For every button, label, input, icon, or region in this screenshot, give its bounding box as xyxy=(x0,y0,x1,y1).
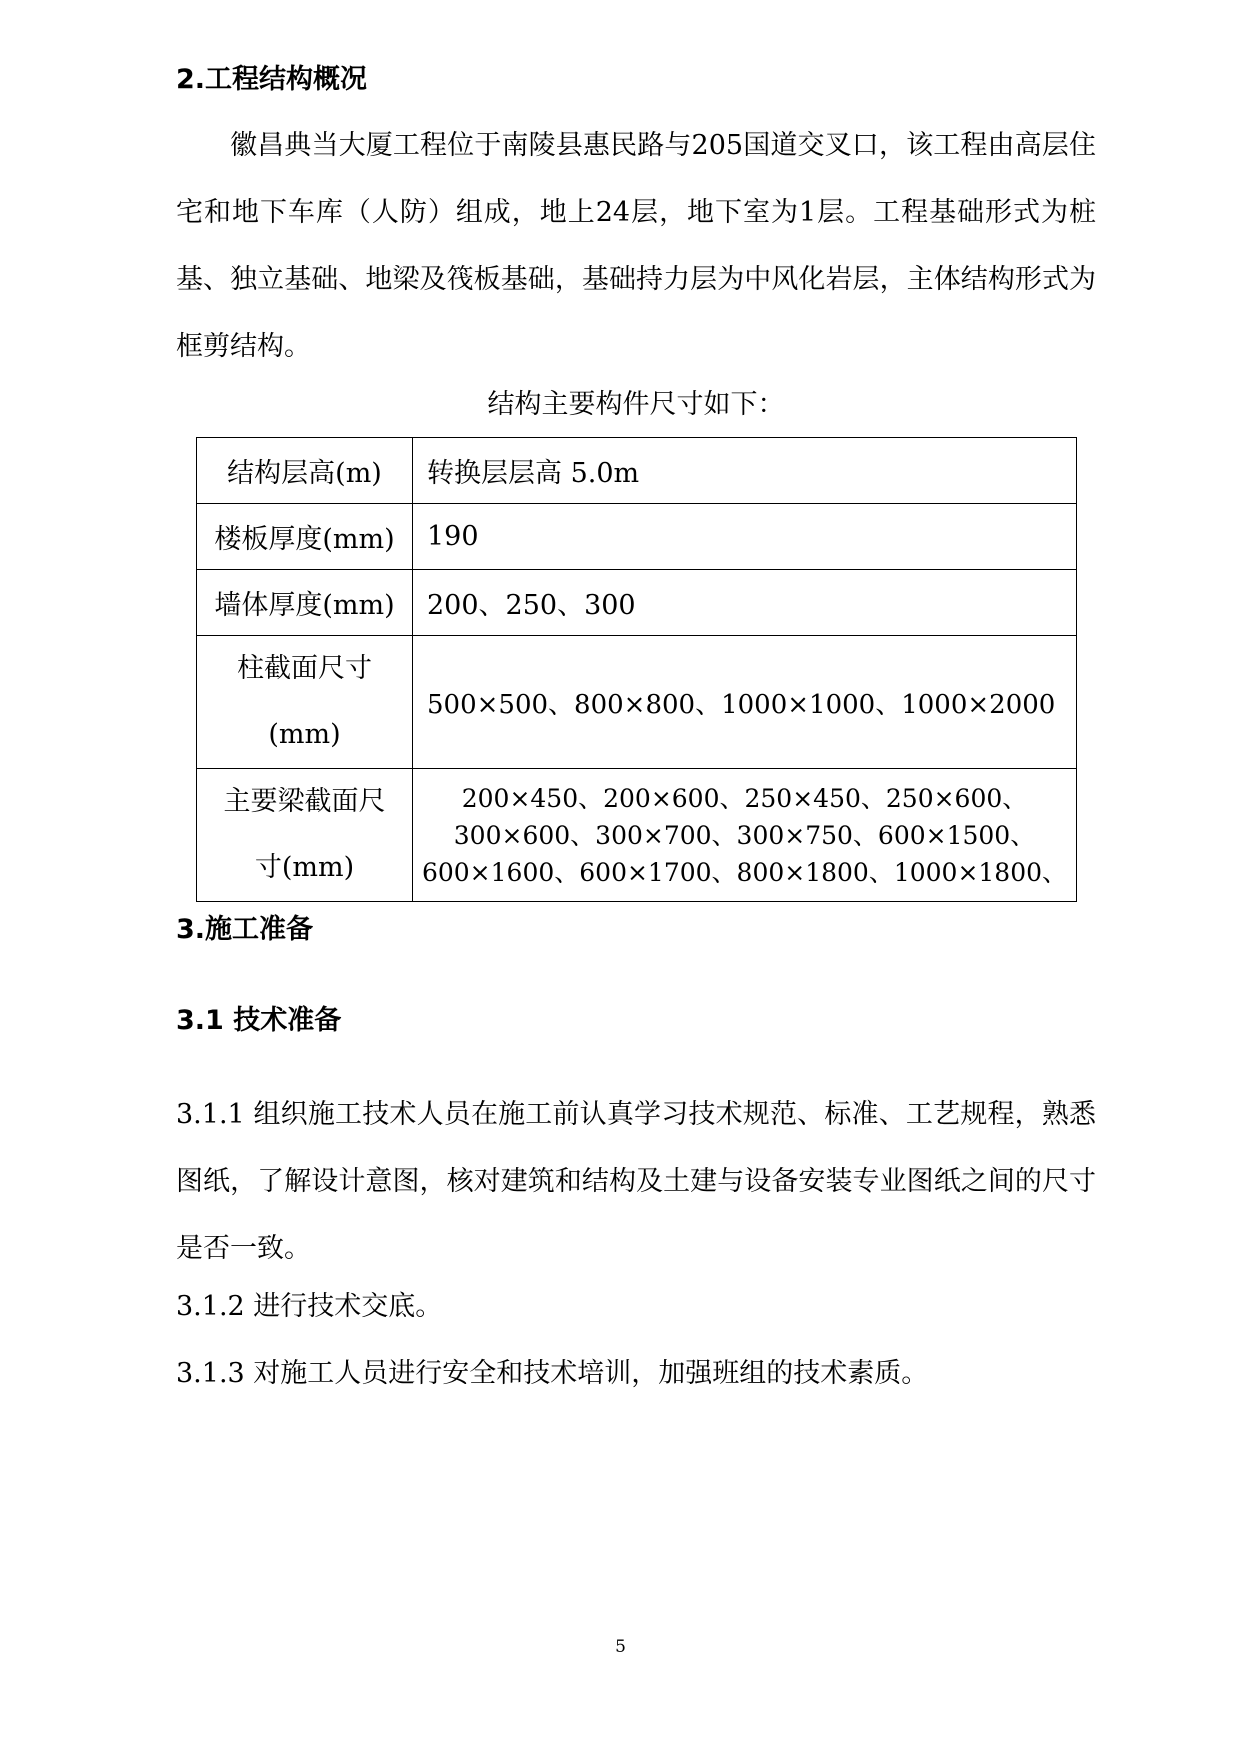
table-label-cell xyxy=(197,769,413,902)
table-label-cell: 结构层高(m) xyxy=(197,438,413,504)
project-description-paragraph: 徽昌典当大厦工程位于南陵县惠民路与205国道交叉口，该工程由高层住宅和地下车库（人防）组成，地上24层，地下室为1层。工程基础形式为桩基、独立基础、地梁及筏板基础，基础持力层为中风化岩层，主体结构形式为框剪结构。 xyxy=(176,130,1096,362)
page-number: 5 xyxy=(615,1637,626,1657)
table-caption: 结构主要构件尺寸如下： xyxy=(487,389,785,420)
table-row xyxy=(197,438,1077,504)
table-row xyxy=(197,636,1077,769)
table-value-line: 200×450、200×600、250×450、250×600、 xyxy=(461,783,1028,813)
technical-prep-item: 3.1.1 组织施工技术人员在施工前认真学习技术规范、标准、工艺规程，熟悉图纸，了解设计意图，核对建筑和结构及土建与设备安装专业图纸之间的尺寸是否一致。 xyxy=(176,1099,1096,1264)
table-value-line: 600×1600、600×1700、800×1800、1000×1800、 xyxy=(421,857,1068,887)
table-value-line: 300×600、300×700、300×750、600×1500、 xyxy=(453,820,1036,850)
table-label-line: (mm) xyxy=(268,719,341,750)
table-row xyxy=(197,570,1077,636)
table-value-cell: 200、250、300 xyxy=(413,570,1077,636)
table-label-cell: 墙体厚度(mm) xyxy=(197,570,413,636)
section-heading: 3.施工准备 xyxy=(176,914,314,945)
table-label-line: 主要梁截面尺 xyxy=(223,786,386,817)
table-value-cell: 转换层层高 5.0m xyxy=(413,438,1077,504)
subsection-heading: 3.1 技术准备 xyxy=(176,1005,342,1036)
table-row xyxy=(197,504,1077,570)
table-label-line: 寸(mm) xyxy=(254,852,355,883)
table-label-cell xyxy=(197,636,413,769)
table-label-cell: 楼板厚度(mm) xyxy=(197,504,413,570)
table-row xyxy=(197,769,1077,902)
section-heading: 2.工程结构概况 xyxy=(176,64,368,95)
table-label-line: 柱截面尺寸 xyxy=(237,653,372,684)
table-value-cell xyxy=(413,769,1077,902)
component-size-table xyxy=(196,437,1077,902)
table-value-cell: 190 xyxy=(413,504,1077,570)
technical-prep-item: 3.1.2 进行技术交底。 xyxy=(176,1291,443,1322)
table-value-cell: 500×500、800×800、1000×1000、1000×2000 xyxy=(413,636,1077,769)
technical-prep-item: 3.1.3 对施工人员进行安全和技术培训，加强班组的技术素质。 xyxy=(176,1358,929,1389)
